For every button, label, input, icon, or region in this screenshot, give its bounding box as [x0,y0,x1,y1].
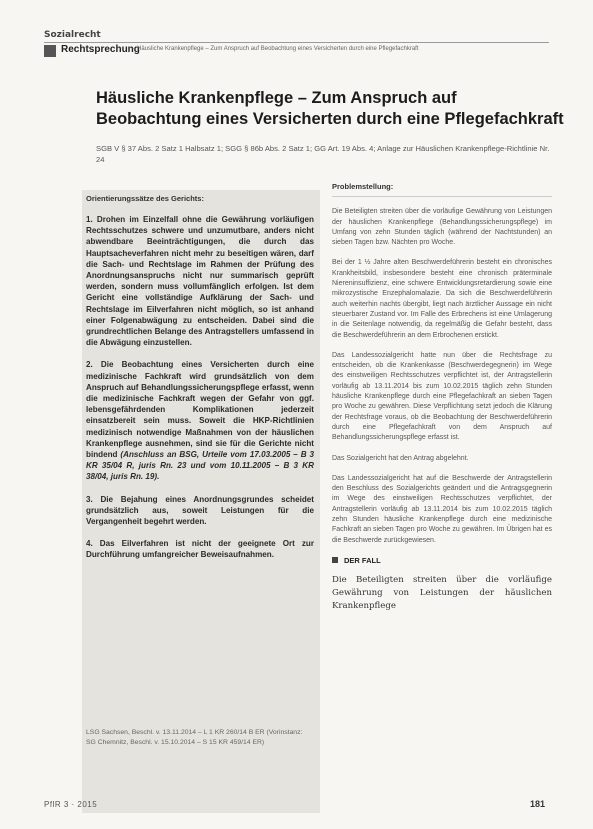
fall-heading [332,556,552,566]
orientation-point-1: 1. Drohen im Einzelfall ohne die Gewährung vorläufigen Rechtsschutzes schwere und unzumutbare, anders nicht abwendbare Beeinträchtigungen, die durch das Hauptsacheverfahren nicht mehr zu beseitigen wären, darf die Sach- und Rechtslage im Rahmen der Prüfung des Anordnungsanspruchs nicht nur summarisch geprüft werden, sondern muss vollumfänglich erfolgen. Ist dem Gericht eine vollständige Aufklärung der Sach- und Rechtslage im Eilverfahren nicht möglich, so ist anhand einer Folgenabwägung zu entscheiden. Dabei sind die grundrechtlichen Belange des Antragstellers umfassend in die Abwägung einzustellen. [86,215,314,348]
section-subtitle: – Häusliche Krankenpflege – Zum Anspruch auf Beobachtung eines Versicherten durch eine Pflegefachkraft [132,46,419,52]
page-number: 181 [530,799,546,809]
orientation-point-3: 3. Die Bejahung eines Anordnungsgrundes scheidet grundsätzlich aus, soweit Leistungen für die Vergangenheit begehrt werden. [86,494,314,527]
problem-paragraph-4: Das Sozialgericht hat den Antrag abgelehnt. [332,454,469,462]
fall-square-icon [332,557,338,563]
article-norms: SGB V § 37 Abs. 2 Satz 1 Halbsatz 1; SGG § 86b Abs. 2 Satz 1; GG Art. 19 Abs. 4; Anlage zur Häuslichen Krankenpflege-Richtlinie Nr. 24 [96,144,550,164]
orientation-point-2 [86,359,314,482]
problem-paragraph-3: Das Landessozialgericht hatte nun über die Rechtsfrage zu entscheiden, ob die Krankenkasse (Beschwerdegegnerin) im Wege des einstweiligen Rechtsschutzes verpflichtet ist, der Antragstellerin vorläufig ab 13.11.2014 bis zum 10.02.2015 täglich zehn Stunden häusliche Krankenpflege durch eine Pflegefachkraft an sieben Tagen pro Woche zu gewähren. Diese Verpflichtung setzt jedoch die Klärung der Rechtsfrage voraus, ob die Beobachtung der Beschwerdeführerin durch eine Pflegefachkraft von dem Anspruch auf Behandlungssicherungspflege erfasst ist. [332,351,552,442]
section-bar [44,45,549,57]
problem-paragraph-5: Das Landessozialgericht hat auf die Beschwerde der Antragstellerin den Beschluss des Sozialgerichts geändert und die Antragsgegnerin im Wege des einstweiligen Rechtsschutzes verpflichtet, der Antragstellerin vorläufig ab 13.11.2014 bis zum 10.02.2015 täglich zehn Stunden häusliche Krankenpflege durch eine medizinische Fachkraft an sieben Tagen pro Woche zu gewähren. Im Übrigen hat es die Beschwerde zurückgewiesen. [332,474,552,544]
orientation-point-2-reference: (Anschluss an BSG, Urteile vom 17.03.2005 – B 3 KR 35/04 R, juris Rn. 23 und vom 10.11.2005 – B 3 KR 38/04, juris Rn. 19). [86,450,315,482]
problem-paragraph-1: Die Beteiligten streiten über die vorläufige Gewährung von Leistungen der häuslichen Krankenpflege (Behandlungssicherungspflege) im Umfang von zehn Stunden täglich (während der Nachtstunden) an sieben Tagen bzw. Nächten pro Woche. [332,208,552,247]
journal-label: Sozialrecht [44,30,101,40]
article-title: Häusliche Krankenpflege – Zum Anspruch auf Beobachtung eines Versicherten durch eine Pflegefachkraft [96,89,564,128]
problem-heading: Problemstellung: [332,182,552,197]
problem-column [332,182,552,613]
fall-heading-text: DER FALL [344,555,381,565]
problem-paragraph-2: Bei der 1 ½ Jahre alten Beschwerdeführerin besteht ein chronisches Krankheitsbild, insbesondere besteht eine chronisch präterminale Niereninsuffizienz, eine schwere Entwicklungsretardierung sowie eine mikrozystische Enzephalomalazie. Da sich die Beschwerdeführerin auch weiterhin nachts übergibt, liegt nach ärztlicher Aussage ein nicht steuerbarer Zustand vor. Im Falle des Erbrechens ist eine Umlagerung in die Seitenlage notwendig, da regelmäßig die Gefahr besteht, dass die Beschwerdeführerin an dem Erbrochenen erstickt. [332,259,552,339]
orientation-heading: Orientierungssätze des Gerichts: [86,194,204,203]
section-title: Rechtsprechung [61,44,140,55]
section-square-icon [44,45,56,57]
fall-text: Die Beteiligten streiten über die vorläufige Gewährung von Leistungen der häuslichen Krankenpflege [332,575,552,611]
header-divider [44,42,549,43]
orientation-source: LSG Sachsen, Beschl. v. 13.11.2014 – L 1 KR 260/14 B ER (Vorinstanz: SG Chemnitz, Beschl. v. 15.10.2014 – S 15 KR 459/14 ER) [86,729,303,746]
orientation-point-2-text: 2. Die Beobachtung eines Versicherten durch eine medizinische Fachkraft wird grundsätzlich von dem Anspruch auf Behandlungssicherungspflege erfasst, wenn die medizinische Fachkraft wegen der Gefahr von ggf. lebensgefährdenden Komplikationen jederzeit einsatzbereit sein muss. Soweit die HKP-Richtlinien medizinisch notwendige Maßnahmen von der häuslichen Krankenpflege ausnehmen, sind sie für die Gerichte nicht bindend [86,360,314,460]
orientation-box [82,190,320,813]
orientation-point-4: 4. Das Eilverfahren ist nicht der geeignete Ort zur Durchführung umfangreicher Beweisaufnahmen. [86,539,314,560]
footer-journal-issue: PflR 3 · 2015 [44,800,98,809]
orientation-body [86,214,314,572]
